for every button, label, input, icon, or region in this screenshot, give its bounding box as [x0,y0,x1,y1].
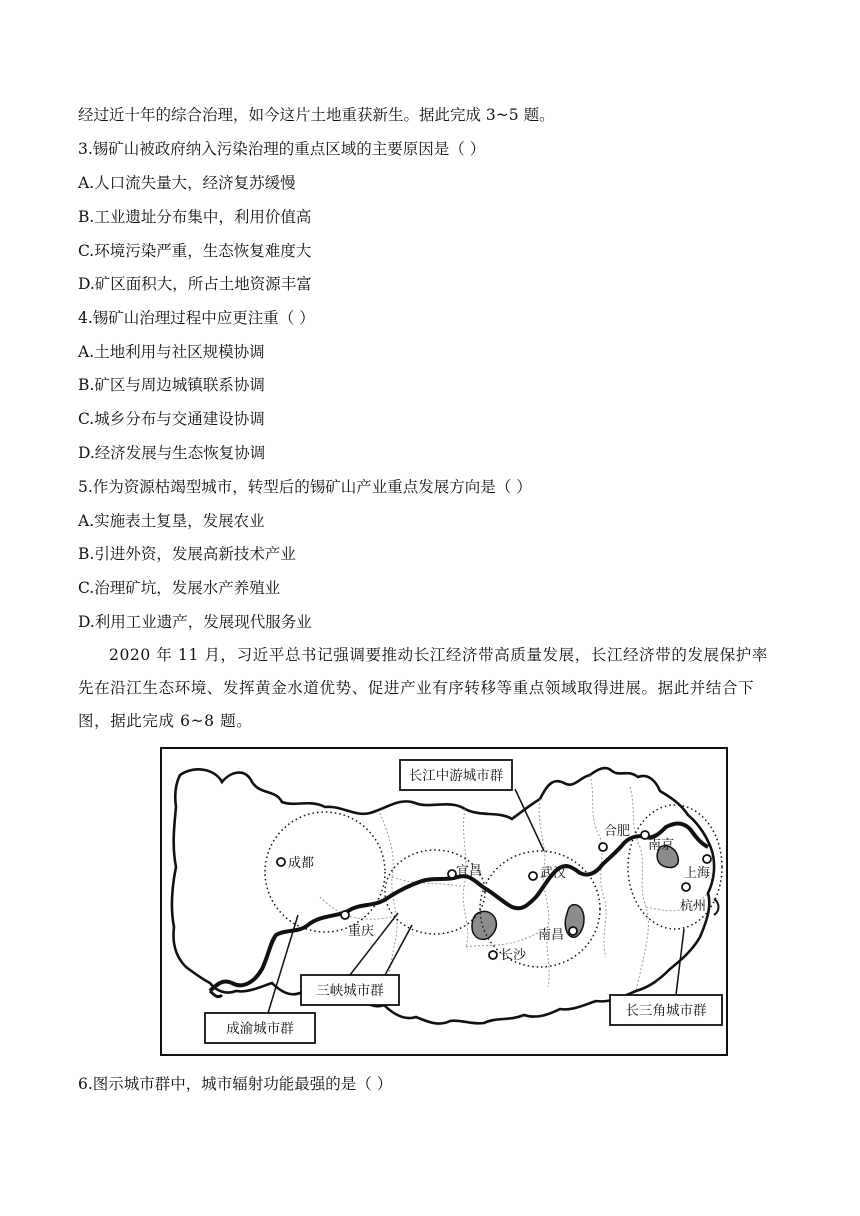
option-d: D.矿区面积大，所占土地资源丰富 [78,275,312,293]
option-a: A.土地利用与社区规模协调 [78,343,265,361]
question-stem: 4.锡矿山治理过程中应更注重（ ） [78,309,315,327]
cluster-label: 长江中游城市群 [408,768,504,784]
city-label: 宜昌 [456,864,483,879]
question-6-stem: 6.图示城市群中，城市辐射功能最强的是（ ） [78,1075,393,1093]
city-label: 成都 [288,856,315,871]
cluster-label: 长三角城市群 [625,1003,707,1019]
passage [78,639,782,738]
dongting-lake [472,911,496,939]
yangtze-economic-belt-map [160,747,728,1056]
city-label: 重庆 [348,924,375,939]
cluster-label: 成渝城市群 [226,1021,294,1037]
intro-line: 经过近十年的综合治理，如今这片土地重获新生。据此完成 3~5 题。 [78,106,555,124]
option-c: C.城乡分布与交通建设协调 [78,410,265,428]
option-c: C.环境污染严重，生态恢复难度大 [78,242,312,260]
option-b: B.矿区与周边城镇联系协调 [78,376,265,394]
question-stem: 3.锡矿山被政府纳入污染治理的重点区域的主要原因是（ ） [78,140,486,158]
city-label: 南昌 [538,928,565,943]
passage-text: 2020 年 11 月，习近平总书记强调要推动长江经济带高质量发展，长江经济带的发展保护率先在沿江生态环境、发挥黄金水道优势、促进产业有序转移等重点领域取得进展。据此并结合下图，据此完成 6~8 题。 [78,646,768,730]
option-d: D.利用工业遗产，发展现代服务业 [78,613,312,631]
city-label: 杭州 [680,899,707,914]
city-label: 上海 [684,866,711,881]
option-b: B.引进外资，发展高新技术产业 [78,545,296,563]
option-c: C.治理矿坑，发展水产养殖业 [78,579,281,597]
city-label: 合肥 [604,824,631,839]
question-stem: 5.作为资源枯竭型城市，转型后的锡矿山产业重点发展方向是（ ） [78,478,532,496]
option-d: D.经济发展与生态恢复协调 [78,444,266,462]
option-a: A.实施表土复垦，发展农业 [78,512,265,530]
city-label: 长沙 [500,948,527,963]
cluster-label: 三峡城市群 [316,983,384,999]
city-label: 武汉 [540,866,567,881]
option-a: A.人口流失量大，经济复苏缓慢 [78,174,296,192]
option-b: B.工业遗址分布集中，利用价值高 [78,208,312,226]
city-label: 南京 [648,838,675,853]
